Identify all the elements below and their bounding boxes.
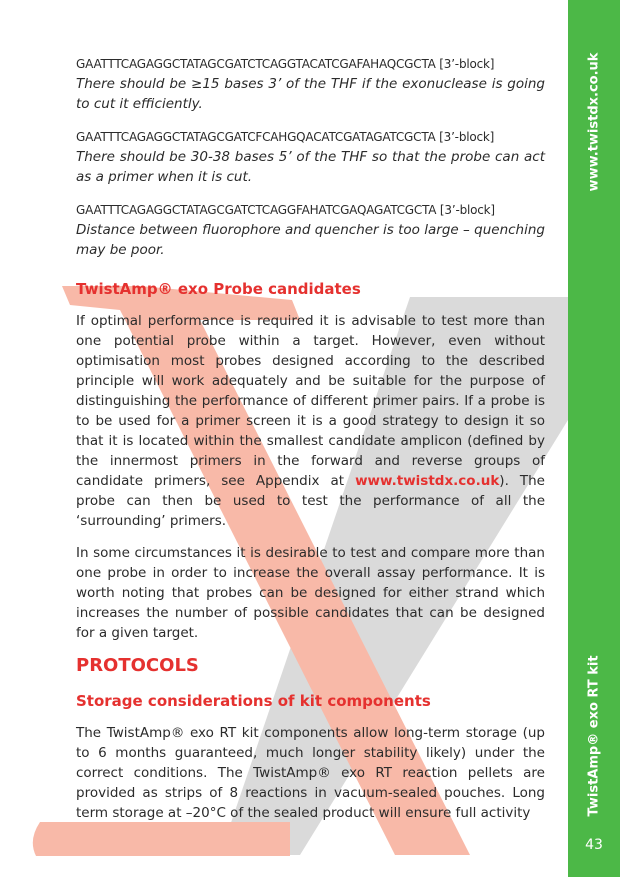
protocols-heading: PROTOCOLS [76, 655, 199, 676]
example-block-2 [76, 127, 545, 187]
twistdx-link[interactable]: www.twistdx.co.uk [355, 473, 500, 489]
storage-heading: Storage considerations of kit components [76, 692, 431, 710]
storage-paragraph: The TwistAmp® exo RT kit components allow long-term storage (up to 6 months guaranteed, much longer stability likely) under the correct conditions. The TwistAmp® exo RT reaction pellets are provided as strips of 8 reactions in vacuum-sealed pouches. Long term storage at –20°C of the sealed product will ensure full activity [76, 725, 545, 821]
probe-note: There should be 30-38 bases 5’ of the THF so that the probe can act as a primer when it is cut. [76, 149, 545, 185]
probe-candidates-paragraph-2: In some circumstances it is desirable to test and compare more than one probe in order to increase the overall assay performance. It is worth noting that probes can be designed for either strand which increases the number of possible candidates that can be designed for a given target. [76, 545, 545, 641]
sidebar [568, 0, 620, 877]
probe-sequence: GAATTTCAGAGGCTATAGCGATCTCAGGFAHATCGAQAGATCGCTA [3’-block] [76, 203, 495, 217]
sidebar-url[interactable]: www.twistdx.co.uk [586, 52, 602, 192]
probe-candidates-paragraph-1: If optimal performance is required it is advisable to test more than one potential probe within a target. However, even without optimisation most probes designed according to the described principle will work adequately and be suitable for the purpose of distinguishing the performance of different primer pairs. If a probe is to be used for a primer screen it is a good strategy to design it so that it is located within the smallest candidate amplicon (defined by the innermost primers in the forward and reverse groups of candidate primers, see Appendix at www.twistdx.co.uk). The probe can then be used to test the performance of all the ‘surrounding’ primers. [76, 313, 545, 529]
example-block-3 [76, 200, 545, 260]
probe-note: There should be ≥15 bases 3’ of the THF if the exonuclease is going to cut it efficiently. [76, 76, 545, 112]
sidebar-kit-title: TwistAmp® exo RT kit [586, 655, 602, 817]
main-content [76, 54, 545, 835]
probe-note: Distance between fluorophore and quencher is too large – quenching may be poor. [76, 222, 545, 258]
page-number: 43 [585, 837, 603, 853]
probe-sequence: GAATTTCAGAGGCTATAGCGATCTCAGGTACATCGAFAHAQCGCTA [3’-block] [76, 57, 495, 71]
example-block-1 [76, 54, 545, 114]
probe-sequence: GAATTTCAGAGGCTATAGCGATCFCAHGQACATCGATAGATCGCTA [3’-block] [76, 130, 495, 144]
probe-candidates-heading: TwistAmp® exo Probe candidates [76, 280, 361, 298]
